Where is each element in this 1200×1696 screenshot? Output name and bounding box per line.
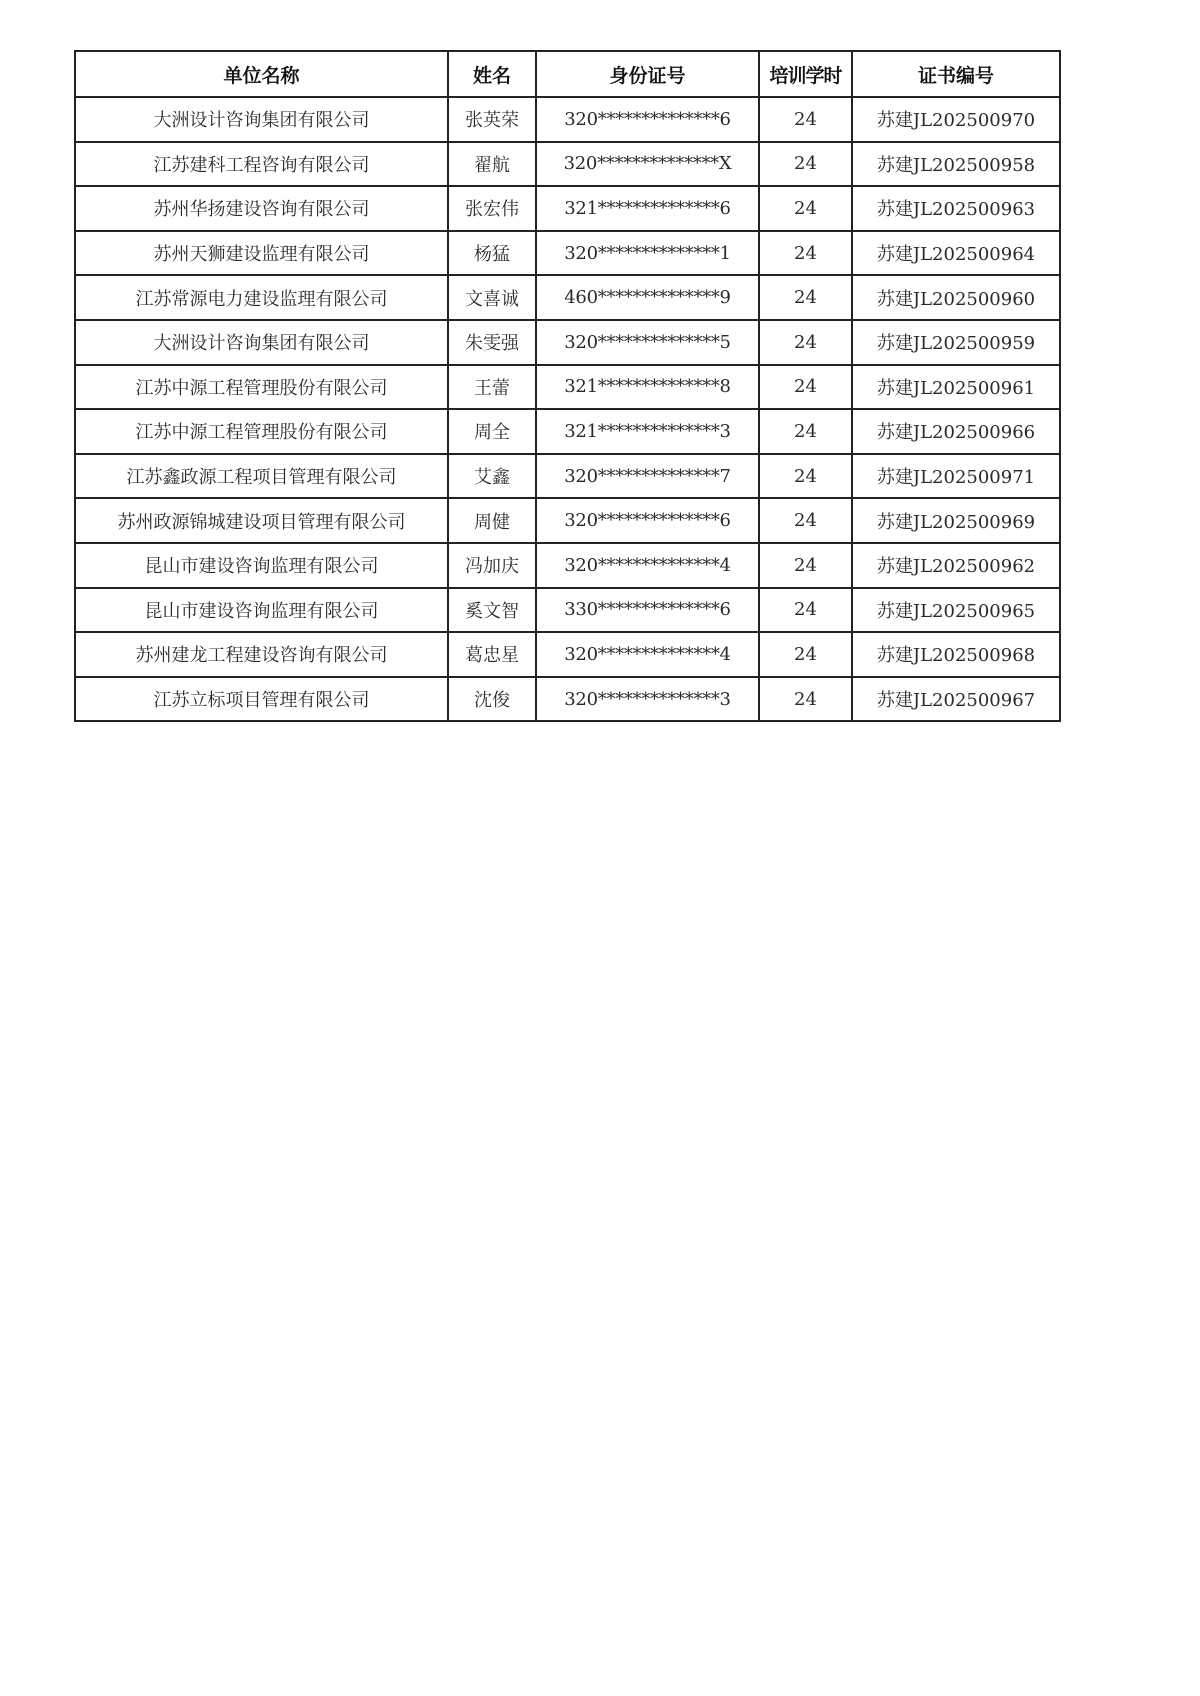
cell-name: 周全 [448, 409, 536, 454]
cell-id: 321**************3 [536, 409, 759, 454]
cell-id: 460**************9 [536, 275, 759, 320]
table-row [75, 320, 1060, 365]
cell-id: 321**************6 [536, 186, 759, 231]
cell-id: 320**************5 [536, 320, 759, 365]
cell-hours: 24 [759, 588, 852, 633]
table-row [75, 588, 1060, 633]
cell-org: 苏州建龙工程建设咨询有限公司 [75, 632, 448, 677]
document-sheet [74, 50, 1061, 722]
cell-cert: 苏建JL202500966 [852, 409, 1060, 454]
cell-hours: 24 [759, 231, 852, 276]
cell-name: 艾鑫 [448, 454, 536, 499]
cell-id: 321**************8 [536, 365, 759, 410]
table-row [75, 365, 1060, 410]
cell-org: 江苏常源电力建设监理有限公司 [75, 275, 448, 320]
cell-id: 330**************6 [536, 588, 759, 633]
cell-hours: 24 [759, 677, 852, 722]
cell-id: 320**************3 [536, 677, 759, 722]
cell-hours: 24 [759, 365, 852, 410]
cell-hours: 24 [759, 543, 852, 588]
header-id: 身份证号 [536, 51, 759, 97]
table-row [75, 498, 1060, 543]
cell-id: 320**************6 [536, 498, 759, 543]
cell-cert: 苏建JL202500963 [852, 186, 1060, 231]
training-roster-table [74, 50, 1061, 722]
cell-name: 杨猛 [448, 231, 536, 276]
cell-cert: 苏建JL202500959 [852, 320, 1060, 365]
cell-hours: 24 [759, 275, 852, 320]
cell-hours: 24 [759, 97, 852, 142]
cell-name: 张宏伟 [448, 186, 536, 231]
cell-name: 奚文智 [448, 588, 536, 633]
cell-org: 大洲设计咨询集团有限公司 [75, 97, 448, 142]
header-org: 单位名称 [75, 51, 448, 97]
cell-cert: 苏建JL202500970 [852, 97, 1060, 142]
cell-org: 昆山市建设咨询监理有限公司 [75, 543, 448, 588]
cell-hours: 24 [759, 320, 852, 365]
cell-name: 王蕾 [448, 365, 536, 410]
cell-org: 大洲设计咨询集团有限公司 [75, 320, 448, 365]
table-row [75, 186, 1060, 231]
cell-cert: 苏建JL202500958 [852, 142, 1060, 187]
cell-org: 苏州天狮建设监理有限公司 [75, 231, 448, 276]
cell-name: 翟航 [448, 142, 536, 187]
cell-hours: 24 [759, 186, 852, 231]
cell-id: 320**************4 [536, 543, 759, 588]
cell-name: 张英荣 [448, 97, 536, 142]
cell-name: 沈俊 [448, 677, 536, 722]
cell-name: 朱雯强 [448, 320, 536, 365]
cell-cert: 苏建JL202500961 [852, 365, 1060, 410]
cell-org: 江苏鑫政源工程项目管理有限公司 [75, 454, 448, 499]
header-name: 姓名 [448, 51, 536, 97]
cell-hours: 24 [759, 409, 852, 454]
cell-cert: 苏建JL202500960 [852, 275, 1060, 320]
table-row [75, 454, 1060, 499]
cell-cert: 苏建JL202500962 [852, 543, 1060, 588]
cell-org: 江苏中源工程管理股份有限公司 [75, 365, 448, 410]
cell-id: 320**************6 [536, 97, 759, 142]
cell-cert: 苏建JL202500968 [852, 632, 1060, 677]
cell-cert: 苏建JL202500969 [852, 498, 1060, 543]
cell-org: 江苏立标项目管理有限公司 [75, 677, 448, 722]
cell-hours: 24 [759, 632, 852, 677]
cell-id: 320**************4 [536, 632, 759, 677]
cell-cert: 苏建JL202500967 [852, 677, 1060, 722]
table-row [75, 142, 1060, 187]
cell-org: 苏州政源锦城建设项目管理有限公司 [75, 498, 448, 543]
table-row [75, 543, 1060, 588]
cell-hours: 24 [759, 498, 852, 543]
cell-org: 江苏建科工程咨询有限公司 [75, 142, 448, 187]
cell-name: 冯加庆 [448, 543, 536, 588]
table-row [75, 632, 1060, 677]
header-row [75, 51, 1060, 97]
cell-id: 320**************1 [536, 231, 759, 276]
cell-id: 320**************X [536, 142, 759, 187]
table-row [75, 275, 1060, 320]
table-row [75, 409, 1060, 454]
header-cert: 证书编号 [852, 51, 1060, 97]
cell-name: 文喜诚 [448, 275, 536, 320]
cell-org: 苏州华扬建设咨询有限公司 [75, 186, 448, 231]
cell-id: 320**************7 [536, 454, 759, 499]
table-row [75, 677, 1060, 722]
cell-cert: 苏建JL202500964 [852, 231, 1060, 276]
cell-hours: 24 [759, 142, 852, 187]
cell-cert: 苏建JL202500971 [852, 454, 1060, 499]
table-body [75, 97, 1060, 721]
cell-name: 周健 [448, 498, 536, 543]
cell-hours: 24 [759, 454, 852, 499]
header-hours: 培训学时 [759, 51, 852, 97]
table-row [75, 97, 1060, 142]
cell-org: 昆山市建设咨询监理有限公司 [75, 588, 448, 633]
cell-cert: 苏建JL202500965 [852, 588, 1060, 633]
table-row [75, 231, 1060, 276]
cell-name: 葛忠星 [448, 632, 536, 677]
table-header [75, 51, 1060, 97]
cell-org: 江苏中源工程管理股份有限公司 [75, 409, 448, 454]
